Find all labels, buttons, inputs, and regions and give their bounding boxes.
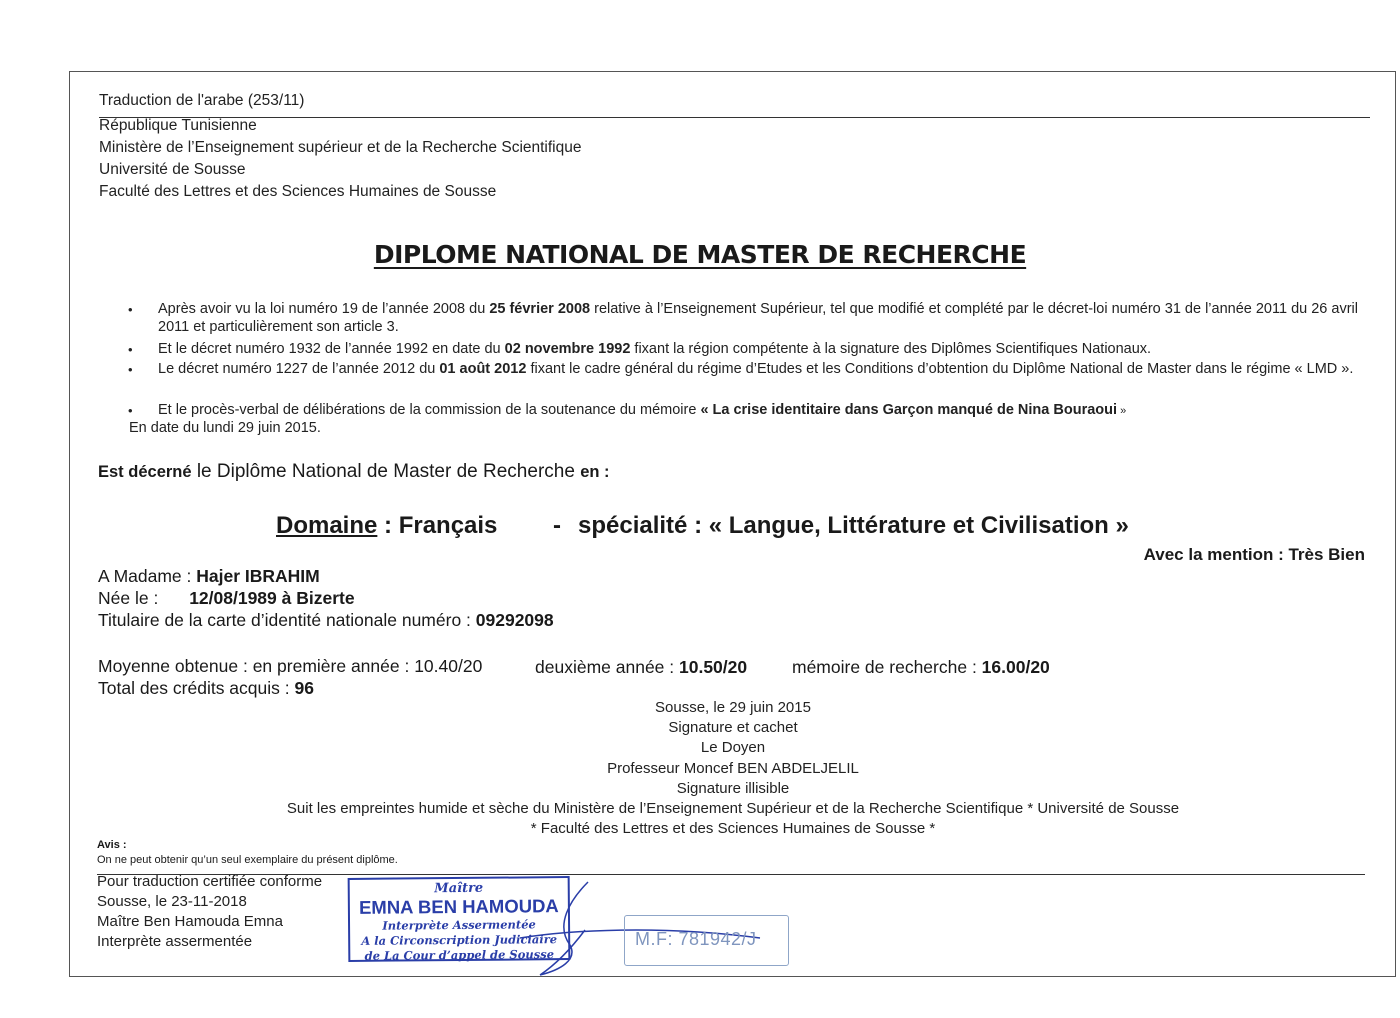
bullet-icon: • [128, 403, 133, 418]
header-line-university: Université de Sousse [99, 161, 246, 178]
header-divider [99, 117, 1370, 118]
birth-line: Née le : 12/08/1989 à Bizerte [98, 588, 355, 608]
memoire-grade: mémoire de recherche : 16.00/20 [792, 657, 1050, 677]
bullet-icon: • [128, 302, 133, 317]
consideration-decree-1992: • Et le décret numéro 1932 de l’année 1992 en date du 02 novembre 1992 fixant la région compétente à la signature des Diplômes Scientifiques Nationaux. [128, 341, 1152, 357]
mention: Avec la mention : Très Bien [1143, 545, 1365, 564]
credits-total: Total des crédits acquis : 96 [98, 678, 314, 698]
translator-name: Maître Ben Hamouda Emna [97, 913, 283, 930]
header-line-faculty: Faculté des Lettres et des Sciences Humaines de Sousse [99, 183, 497, 200]
translator-stamp: Maître EMNA BEN HAMOUDA Interprète Assermentée A la Circonscription Judiciaire de La Cour d’appel de Sousse [348, 876, 571, 962]
first-year-average: Moyenne obtenue : en première année : 10.40/20 [98, 656, 483, 676]
translation-reference: Traduction de l'arabe (253/11) [99, 92, 305, 109]
signature-place-date: Sousse, le 29 juin 2015 [655, 699, 811, 716]
id-card-line: Titulaire de la carte d’identité nationale numéro : 09292098 [98, 610, 554, 630]
faculty-stamp-note: * Faculté des Lettres et des Sciences Humaines de Sousse * [530, 820, 936, 837]
dean-title: Le Doyen [700, 739, 766, 756]
award-statement: Est décerné le Diplôme National de Master de Recherche en : [98, 461, 610, 482]
translator-title: Interprète assermentée [97, 933, 253, 950]
certification-date: Sousse, le 23-11-2018 [97, 893, 247, 910]
consideration-deliberation: • Et le procès-verbal de délibérations de la commission de la soutenance du mémoire « La crise identitaire dans Garçon manqué de Nina Bouraoui » [128, 402, 1127, 418]
speciality: spécialité : « Langue, Littérature et Civilisation » [578, 512, 1129, 539]
consideration-law-2008: • Après avoir vu la loi numéro 19 de l’année 2008 du 25 février 2008 relative à l’Enseignement Supérieur, tel que modifié et complété par le décret-loi numéro 31 de l’année 2011 du 26 avril 2011 et particulièrement son article 3. [128, 301, 1358, 335]
dean-name: Professeur Moncef BEN ABDELJELIL [607, 760, 859, 777]
header-line-ministry: Ministère de l’Enseignement supérieur et de la Recherche Scientifique [99, 139, 582, 156]
domain-line: Domaine : Français [276, 512, 498, 539]
student-name-line: A Madame : Hajer IBRAHIM [98, 566, 320, 586]
notice-text: On ne peut obtenir qu’un seul exemplaire du présent diplôme. [97, 854, 398, 866]
stamps-note: Suit les empreintes humide et sèche du Ministère de l’Enseignement Supérieur et de la Recherche Scientifique * Université de Sousse [286, 800, 1180, 817]
mf-stamp: M.F: 781942/J [624, 915, 789, 966]
illegible-signature-note: Signature illisible [676, 780, 790, 797]
bullet-icon: • [128, 362, 133, 377]
bullet-icon: • [128, 342, 133, 357]
header-line-republic: République Tunisienne [99, 117, 257, 134]
signature-label: Signature et cachet [668, 719, 798, 736]
consideration-decree-2012: • Le décret numéro 1227 de l’année 2012 du 01 août 2012 fixant le cadre général du régime d’Etudes et les Conditions d’obtention du Diplôme National de Master dans le régime « LMD ». [128, 361, 1354, 377]
diploma-title: DIPLOME NATIONAL DE MASTER DE RECHERCHE [373, 240, 1027, 269]
notice-title: Avis : [97, 839, 127, 851]
deliberation-date: En date du lundi 29 juin 2015. [129, 420, 321, 436]
certification-line: Pour traduction certifiée conforme [97, 873, 323, 890]
second-year-average: deuxième année : 10.50/20 [535, 657, 748, 677]
domain-separator: - [553, 512, 561, 539]
